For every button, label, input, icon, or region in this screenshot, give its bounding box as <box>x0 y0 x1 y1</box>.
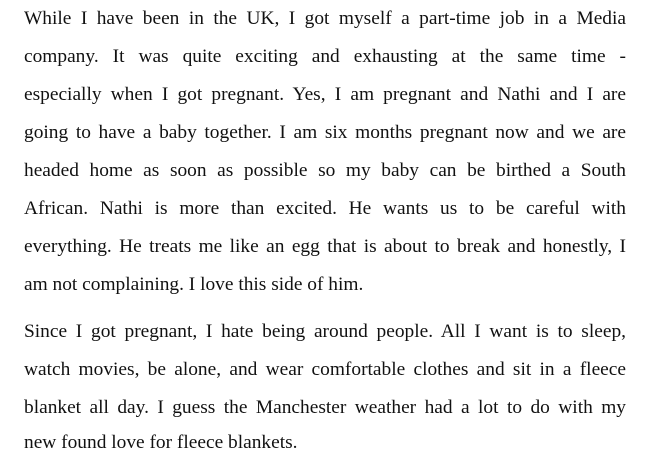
text-line: company. It was quite exciting and exhausting at the same time - <box>24 46 626 67</box>
text-line: African. Nathi is more than excited. He wants us to be careful with <box>24 198 626 219</box>
text-line: watch movies, be alone, and wear comfortable clothes and sit in a fleece <box>24 359 626 380</box>
text-line: Since I got pregnant, I hate being around people. All I want is to sleep, <box>24 321 626 342</box>
text-line: new found love for fleece blankets. <box>24 432 298 453</box>
text-line: blanket all day. I guess the Manchester weather had a lot to do with my <box>24 397 626 418</box>
text-line: While I have been in the UK, I got myself a part-time job in a Media <box>24 8 626 29</box>
text-line: especially when I got pregnant. Yes, I am pregnant and Nathi and I are <box>24 84 626 105</box>
text-line: everything. He treats me like an egg that is about to break and honestly, I <box>24 236 626 257</box>
text-line: going to have a baby together. I am six months pregnant now and we are <box>24 122 626 143</box>
text-line: am not complaining. I love this side of him. <box>24 274 364 295</box>
text-line: headed home as soon as possible so my baby can be birthed a South <box>24 160 626 181</box>
